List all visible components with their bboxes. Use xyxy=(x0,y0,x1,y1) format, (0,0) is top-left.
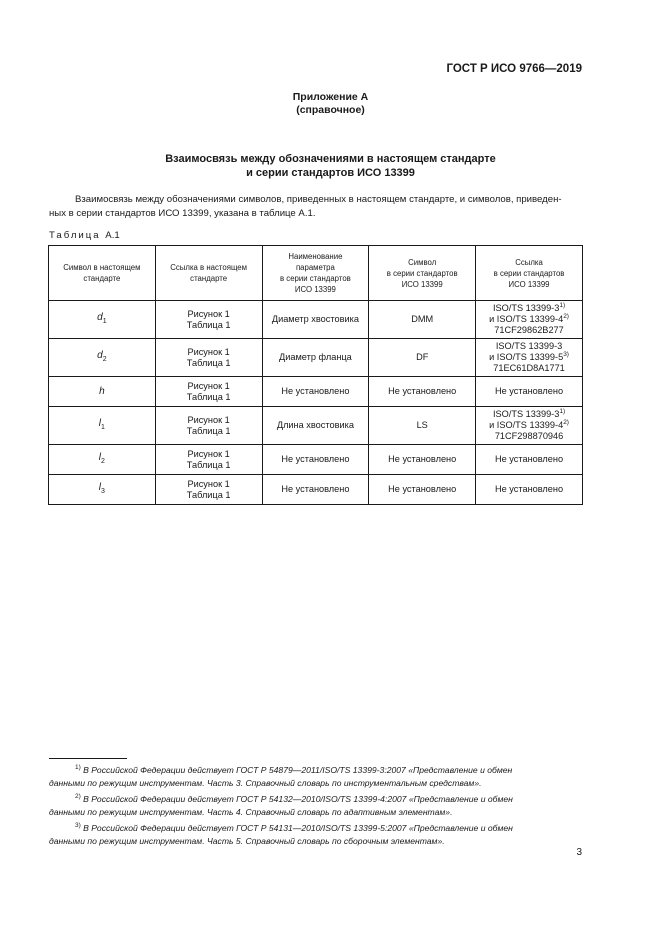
reference-cell: Рисунок 1 Таблица 1 xyxy=(155,339,262,377)
parameter-name-cell: Не установлено xyxy=(262,445,369,475)
table-label-number: А.1 xyxy=(105,230,120,241)
parameter-name-cell: Длина хвостовика xyxy=(262,407,369,445)
iso-reference-cell: ISO/TS 13399-3$^{1)}$ и ISO/TS 13399-4$^{2)}$ 71CF298870946 xyxy=(476,407,583,445)
table-row xyxy=(49,445,583,475)
annex-title: Приложение А xyxy=(292,91,369,103)
iso-symbol-cell: Не установлено xyxy=(369,445,476,475)
footnote-separator xyxy=(49,758,127,759)
header-iso-reference: Ссылка в серии стандартов ИСО 13399 xyxy=(476,246,583,301)
table-label xyxy=(49,230,120,241)
symbol-mapping-table xyxy=(48,245,583,505)
intro-paragraph xyxy=(49,193,582,221)
table-row xyxy=(49,407,583,445)
footnote: $^{2)}$ В Российской Федерации действует ГОСТ Р 54132—2010/ISO/TS 13399-4:2007 «Представление и обмен данными по режущим инструментам. Часть 4. Справочный словарь по адаптивным элементам». xyxy=(49,793,513,817)
iso-symbol-cell: DMM xyxy=(369,301,476,339)
table-row xyxy=(49,339,583,377)
table-header-row xyxy=(49,246,583,301)
section-title-line: Взаимосвязь между обозначениями в настоящем стандарте xyxy=(165,153,496,165)
table-row xyxy=(49,475,583,505)
iso-reference-cell: Не установлено xyxy=(476,475,583,505)
symbol-cell: $d_2$ xyxy=(49,339,156,377)
iso-symbol-cell: Не установлено xyxy=(369,475,476,505)
footnotes xyxy=(49,764,583,851)
table-row xyxy=(49,377,583,407)
iso-reference-cell: Не установлено xyxy=(476,377,583,407)
reference-cell: Рисунок 1 Таблица 1 xyxy=(155,475,262,505)
reference-cell: Рисунок 1 Таблица 1 xyxy=(155,301,262,339)
symbol-cell: $l_2$ xyxy=(49,445,156,475)
footnote: $^{1)}$ В Российской Федерации действует ГОСТ Р 54879—2011/ISO/TS 13399-3:2007 «Представление и обмен данными по режущим инструментам. Часть 3. Справочный словарь по инструментальным средствам». xyxy=(49,764,513,788)
header-reference-standard: Ссылка в настоящем стандарте xyxy=(155,246,262,301)
header-iso-symbol: Символ в серии стандартов ИСО 13399 xyxy=(369,246,476,301)
document-code: ГОСТ Р ИСО 9766—2019 xyxy=(446,63,582,75)
iso-reference-cell: ISO/TS 13399-3$^{1)}$ и ISO/TS 13399-4$^{2)}$ 71CF29862B277 xyxy=(476,301,583,339)
iso-symbol-cell: Не установлено xyxy=(369,377,476,407)
parameter-name-cell: Не установлено xyxy=(262,475,369,505)
section-title-line: и серии стандартов ИСО 13399 xyxy=(246,167,415,179)
reference-cell: Рисунок 1 Таблица 1 xyxy=(155,377,262,407)
iso-reference-cell: ISO/TS 13399-3 и ISO/TS 13399-5$^{3)}$ 71EC61D8A1771 xyxy=(476,339,583,377)
intro-line: ных в серии стандартов ИСО 13399, указана в таблице А.1. xyxy=(49,208,316,219)
intro-line: Взаимосвязь между обозначениями символов, приведенных в настоящем стандарте, и символов, приведен- xyxy=(75,194,562,205)
section-title xyxy=(0,152,661,180)
symbol-cell: $l_1$ xyxy=(49,407,156,445)
iso-symbol-cell: DF xyxy=(369,339,476,377)
parameter-name-cell: Диаметр хвостовика xyxy=(262,301,369,339)
reference-cell: Рисунок 1 Таблица 1 xyxy=(155,407,262,445)
table-label-word: Таблица xyxy=(49,230,101,241)
parameter-name-cell: Диаметр фланца xyxy=(262,339,369,377)
header-symbol-standard: Символ в настоящем стандарте xyxy=(49,246,156,301)
symbol-cell: h xyxy=(49,377,156,407)
footnote: $^{3)}$ В Российской Федерации действует ГОСТ Р 54131—2010/ISO/TS 13399-5:2007 «Представление и обмен данными по режущим инструментам. Часть 5. Справочный словарь по сборочным элементам». xyxy=(49,822,513,846)
reference-cell: Рисунок 1 Таблица 1 xyxy=(155,445,262,475)
iso-reference-cell: Не установлено xyxy=(476,445,583,475)
annex-heading xyxy=(0,91,661,117)
page-number: 3 xyxy=(576,847,582,858)
header-parameter-name: Наименование параметра в серии стандартов ИСО 13399 xyxy=(262,246,369,301)
symbol-cell: $l_3$ xyxy=(49,475,156,505)
symbol-cell: $d_1$ xyxy=(49,301,156,339)
table-row xyxy=(49,301,583,339)
iso-symbol-cell: LS xyxy=(369,407,476,445)
parameter-name-cell: Не установлено xyxy=(262,377,369,407)
annex-subtitle: (справочное) xyxy=(296,104,365,116)
